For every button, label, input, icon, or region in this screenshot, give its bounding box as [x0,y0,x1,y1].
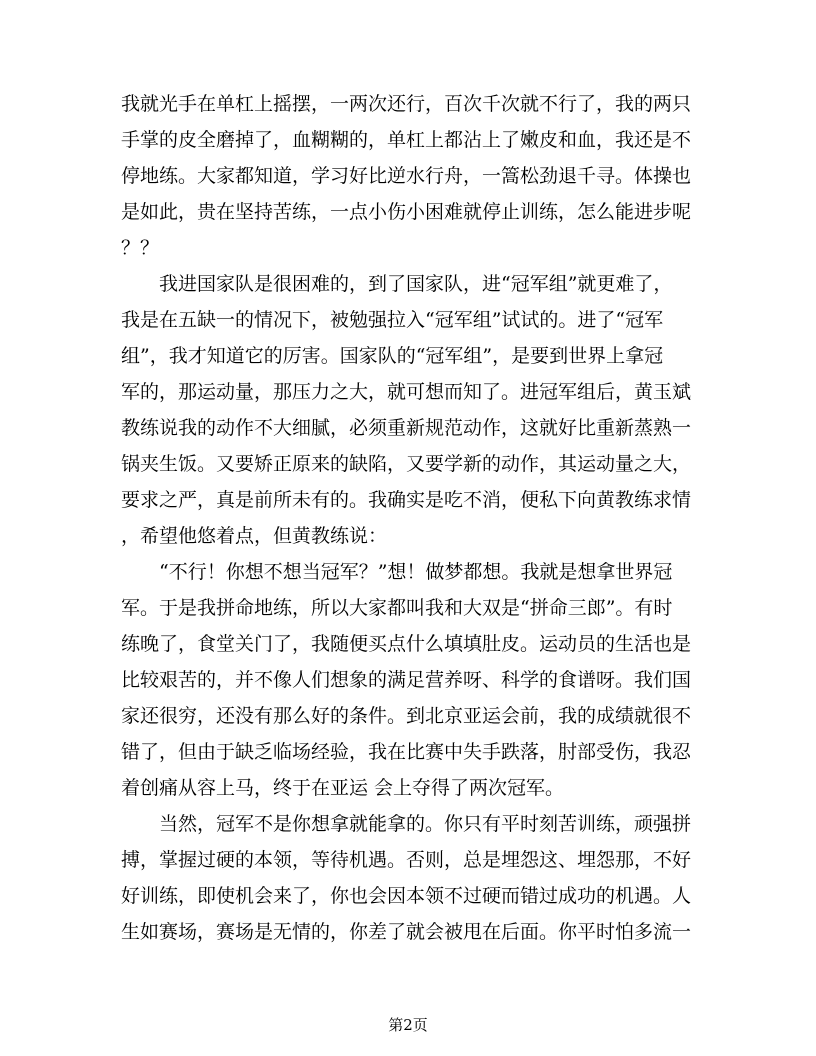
text-line: 停地练。大家都知道，学习好比逆水行舟，一篙松劲退千寻。体操也 [121,165,692,187]
text-line: 家还很穷，还没有那么好的条件。到北京亚运会前，我的成绩就很不 [121,705,692,727]
text-line: 教练说我的动作不大细腻，必须重新规范动作，这就好比重新蒸熟一 [121,417,692,439]
page-number: 第2页 [388,1016,428,1034]
text-line: “不行！你想不想当冠军？”想！做梦都想。我就是想拿世界冠 [121,561,673,583]
text-line: 我进国家队是很困难的，到了国家队，进“冠军组”就更难了， [121,273,673,295]
text-line: 生如赛场，赛场是无情的，你差了就会被甩在后面。你平时怕多流一 [121,921,692,943]
text-line: 搏，掌握过硬的本领，等待机遇。否则，总是埋怨这、埋怨那，不好 [121,849,692,871]
text-line: ，希望他悠着点，但黄教练说： [121,525,388,547]
text-line: 错了，但由于缺乏临场经验，我在比赛中失手跌落，肘部受伤，我忍 [121,741,692,763]
text-line: 手掌的皮全磨掉了，血糊糊的，单杠上都沾上了嫩皮和血，我还是不 [121,129,692,151]
text-line: 锅夹生饭。又要矫正原来的缺陷，又要学新的动作，其运动量之大， [121,453,692,475]
text-line: 当然，冠军不是你想拿就能拿的。你只有平时刻苦训练，顽强拼 [121,813,692,835]
text-line: 我是在五缺一的情况下，被勉强拉入“冠军组”试试的。进了“冠军 [121,309,664,331]
text-line: 军的，那运动量，那压力之大，就可想而知了。进冠军组后，黄玉斌 [121,381,692,403]
text-line: 军。于是我拼命地练，所以大家都叫我和大双是“拼命三郎”。有时 [121,597,673,619]
text-line: 要求之严，真是前所未有的。我确实是吃不消，便私下向黄教练求情 [121,489,692,511]
text-line: 比较艰苦的，并不像人们想象的满足营养呀、科学的食谱呀。我们国 [121,669,692,691]
text-line: 我就光手在单杠上摇摆，一两次还行，百次千次就不行了，我的两只 [121,93,692,115]
text-line: 练晚了，食堂关门了，我随便买点什么填填肚皮。运动员的生活也是 [121,633,692,655]
text-line: 好训练，即使机会来了，你也会因本领不过硬而错过成功的机遇。人 [121,885,692,907]
text-line: 是如此，贵在坚持苦练，一点小伤小困难就停止训练，怎么能进步呢 [121,201,692,223]
text-line: ？？ [121,237,160,259]
text-line: 组”，我才知道它的厉害。国家队的“冠军组”，是要到世界上拿冠 [121,345,664,367]
text-line: 着创痛从容上马，终于在亚运 会上夺得了两次冠军。 [121,777,565,799]
